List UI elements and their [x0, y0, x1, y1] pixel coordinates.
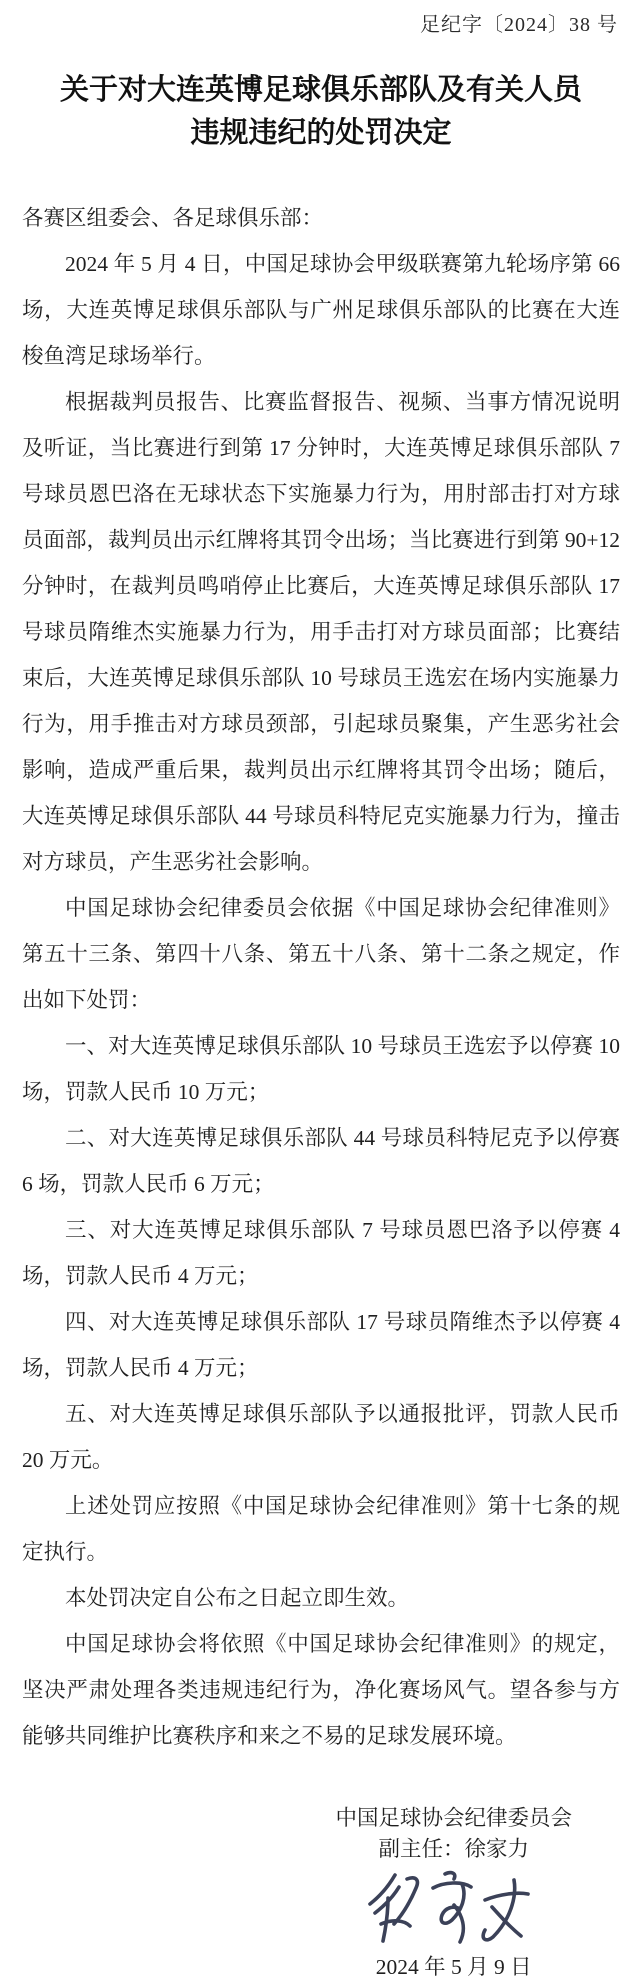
signature-date: 2024 年 5 月 9 日 [375, 1955, 532, 1979]
penalty-item-4: 四、对大连英博足球俱乐部队 17 号球员隋维杰予以停赛 4 场，罚款人民币 4 万元； [22, 1310, 620, 1380]
penalty-item-3: 三、对大连英博足球俱乐部队 7 号球员恩巴洛予以停赛 4 场，罚款人民币 4 万元； [22, 1218, 620, 1288]
paragraph-closing-statement: 中国足球协会将依照《中国足球协会纪律准则》的规定，坚决严肃处理各类违规违纪行为，净化赛场风气。望各参与方能够共同维护比赛秩序和来之不易的足球发展环境。 [22, 1632, 620, 1748]
doc-title-line-1: 关于对大连英博足球俱乐部队及有关人员 [59, 74, 582, 106]
salutation: 各赛区组委会、各足球俱乐部： [22, 206, 324, 230]
penalty-item-2: 二、对大连英博足球俱乐部队 44 号球员科特尼克予以停赛 6 场，罚款人民币 6 万元； [22, 1126, 620, 1196]
signature-signer: 副主任：徐家力 [378, 1837, 529, 1861]
signature-block [22, 1803, 620, 1981]
penalty-item-1: 一、对大连英博足球俱乐部队 10 号球员王选宏予以停赛 10 场，罚款人民币 10 万元； [22, 1034, 620, 1104]
doc-number: 足纪字〔2024〕38 号 [420, 14, 618, 36]
paragraph-execution-clause: 上述处罚应按照《中国足球协会纪律准则》第十七条的规定执行。 [22, 1494, 620, 1564]
handwritten-signature-icon [361, 1867, 547, 1951]
signature-org: 中国足球协会纪律委员会 [335, 1806, 572, 1830]
paragraph-rules-basis: 中国足球协会纪律委员会依据《中国足球协会纪律准则》第五十三条、第四十八条、第五十八条、第十二条之规定，作出如下处罚： [22, 896, 620, 1012]
doc-title [22, 69, 620, 155]
paragraph-match-info: 2024 年 5 月 4 日，中国足球协会甲级联赛第九轮场序第 66 场，大连英博足球俱乐部队与广州足球俱乐部队的比赛在大连梭鱼湾足球场举行。 [22, 252, 620, 368]
paragraph-incident-description: 根据裁判员报告、比赛监督报告、视频、当事方情况说明及听证，当比赛进行到第 17 分钟时，大连英博足球俱乐部队 7 号球员恩巴洛在无球状态下实施暴力行为，用肘部击打对方球员面部，裁判员出示红牌将其罚令出场；当比赛进行到第 90+12 分钟时，在裁判员鸣哨停止比赛后，大连英博足球俱乐部队 17 号球员隋维杰实施暴力行为，用手击打对方球员面部；比赛结束后，大连英博足球俱乐部队 10 号球员王选宏在场内实施暴力行为，用手推击对方球员颈部，引起球员聚集，产生恶劣社会影响，造成严重后果，裁判员出示红牌将其罚令出场；随后，大连英博足球俱乐部队 44 号球员科特尼克实施暴力行为，撞击对方球员，产生恶劣社会影响。 [22, 390, 621, 874]
paragraph-effective-clause: 本处罚决定自公布之日起立即生效。 [65, 1586, 410, 1610]
doc-body [22, 195, 620, 1759]
penalty-item-5: 五、对大连英博足球俱乐部队予以通报批评，罚款人民币 20 万元。 [22, 1402, 620, 1472]
doc-title-line-2: 违规违纪的处罚决定 [190, 117, 452, 149]
